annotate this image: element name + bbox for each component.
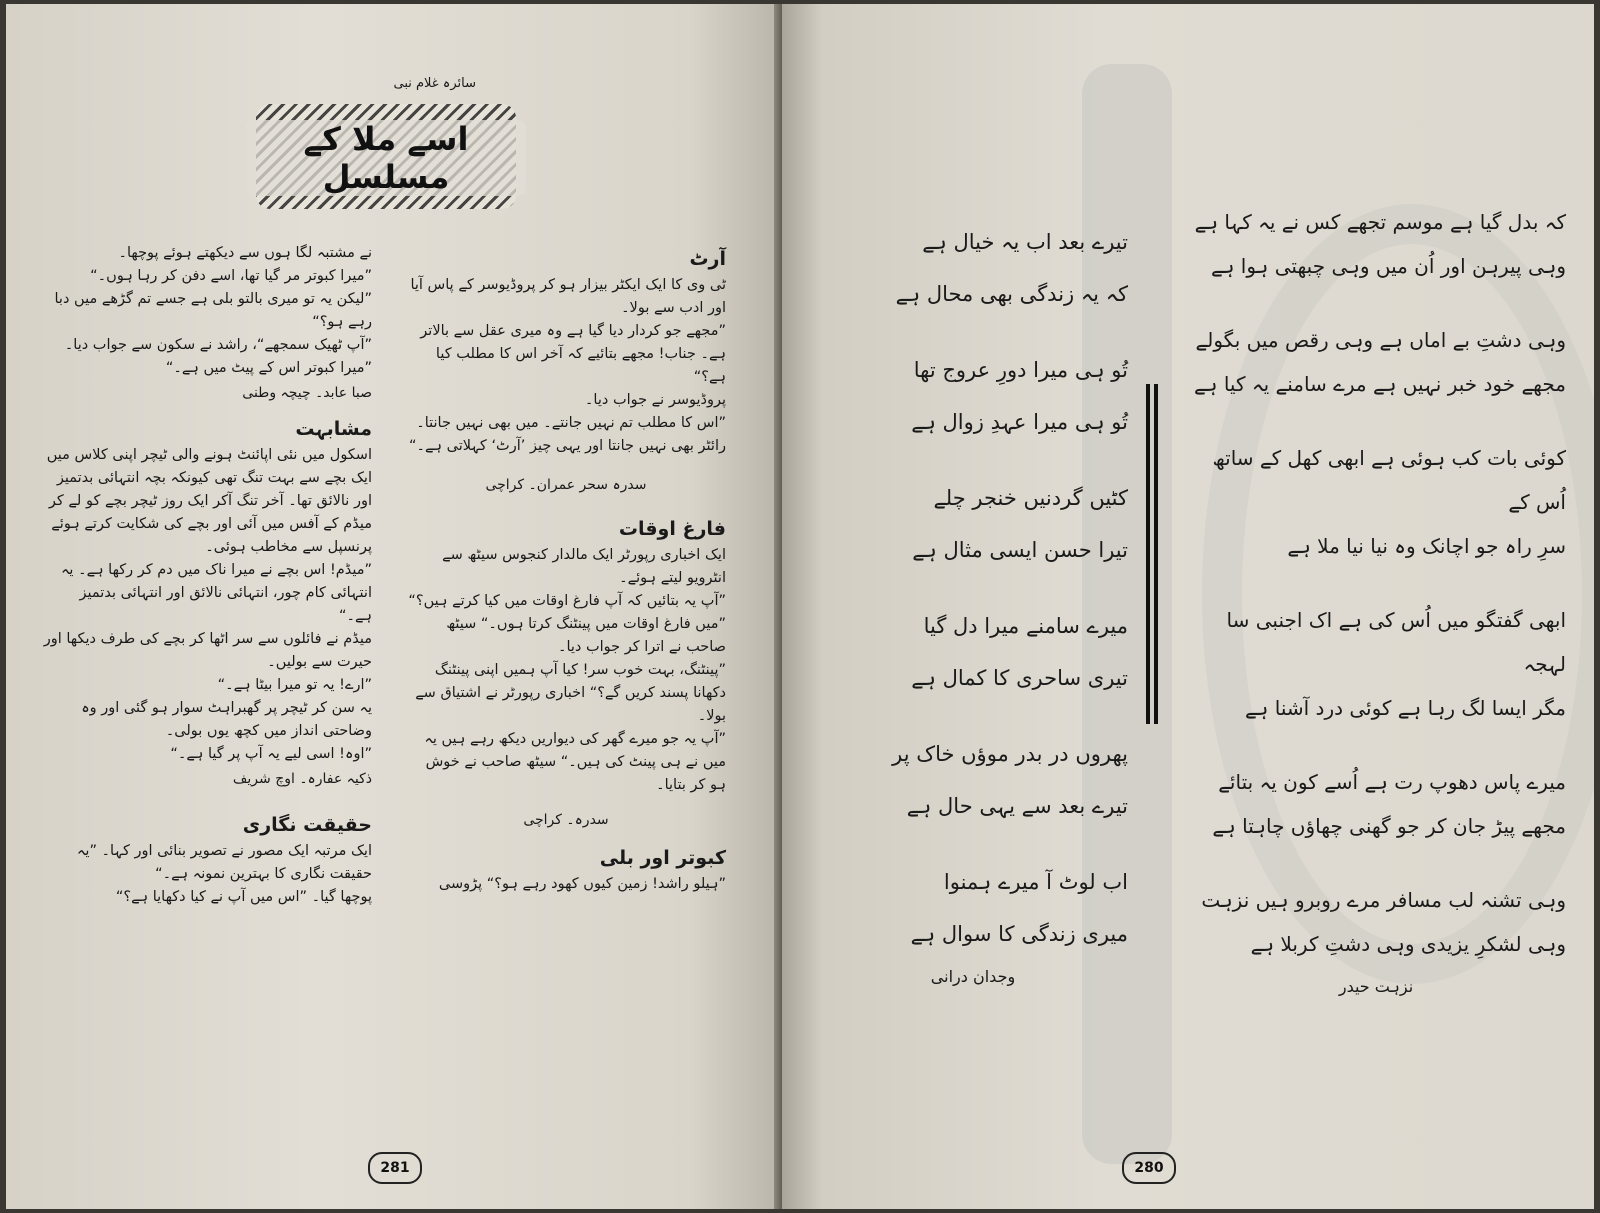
section-heading: مشابہت xyxy=(295,418,372,440)
section-heading: فارغ اوقات xyxy=(618,518,726,540)
text-block: ایک اخباری رپورٹر ایک مالدار کنجوس سیٹھ سے انٹرویو لیتے ہوئے۔ xyxy=(442,547,726,586)
poem-line: کوئی بات کب ہوئی ہے ابھی کھل کے ساتھ اُس کے xyxy=(1212,446,1566,514)
text-block: ”آپ یہ جو میرے گھر کی دیواریں دیکھ رہے ہیں یہ میں نے ہی پینٹ کی ہیں۔“ سیٹھ صاحب نے خوش ہو کر بتایا۔ xyxy=(424,731,726,793)
section-heading: حقیقت نگاری xyxy=(242,814,372,836)
column-divider xyxy=(1146,384,1150,724)
section-heading: کبوتر اور بلی xyxy=(599,847,726,869)
page-281 xyxy=(6,4,782,1209)
text-block: ”میرا کبوتر مر گیا تھا، اسے دفن کر رہا ہوں۔“ xyxy=(90,268,372,284)
poem-line: تیری ساحری کا کمال ہے xyxy=(911,666,1128,690)
text-block: ”ہیلو راشد! زمین کیوں کھود رہے ہو؟“ پڑوسی xyxy=(438,876,726,892)
poem-line: وہی دشتِ بے اماں ہے وہی رقص میں بگولے xyxy=(1195,328,1566,352)
book-spread xyxy=(6,4,1594,1209)
text-block: یہ سن کر ٹیچر پر گھبراہٹ سوار ہو گئی اور وہ وضاحتی انداز میں کچھ یوں بولی۔ xyxy=(81,700,372,739)
poem-wajdan-durrani xyxy=(818,216,1128,990)
text-block: ”آپ ٹھیک سمجھے“، راشد نے سکون سے جواب دیا۔ ”میرا کبوتر اس کے پیٹ میں ہے۔“ xyxy=(64,337,372,376)
poem-line: میرے پاس دھوپ رت ہے اُسے کون یہ بتائے xyxy=(1218,770,1566,794)
poem-line: تُو ہی میرا عہدِ زوال ہے xyxy=(911,410,1128,434)
contributor-credit: ذکیہ عفارہ۔ اوچ شریف xyxy=(232,771,372,787)
story-title: اسے ملا کے مسلسل xyxy=(246,120,526,196)
story-title-block xyxy=(246,76,536,221)
poem-line: سرِ راہ جو اچانک وہ نیا نیا ملا ہے xyxy=(1287,534,1566,558)
poem-line: مجھے پیڑ جان کر جو گھنی چھاؤں چاہتا ہے xyxy=(1212,814,1566,838)
text-block: ”میڈم! اس بچے نے میرا ناک میں دم کر رکھا ہے۔ یہ انتہائی کام چور، انتہائی نالائق اور انتہائی بدتمیز ہے۔“ xyxy=(60,562,372,624)
text-block: نے مشتبہ لگا ہوں سے دیکھتے ہوئے پوچھا۔ xyxy=(118,245,372,261)
text-block: پوچھا گیا۔ ”اس میں آپ نے کیا دکھایا ہے؟“ xyxy=(115,889,372,905)
text-block: ”لیکن یہ تو میری بالتو بلی ہے جسے تم گڑھے میں دبا رہے ہو؟“ xyxy=(54,291,372,330)
jokes-column-right xyxy=(406,244,726,896)
poem-line: اب لوٹ آ میرے ہمنوا xyxy=(943,870,1128,894)
page-number: 280 xyxy=(1122,1152,1176,1184)
page-280 xyxy=(782,4,1594,1209)
contributor-credit: سدرہ۔ کراچی xyxy=(523,812,609,828)
contributor-credit: صبا عابد۔ چیچہ وطنی xyxy=(242,385,372,401)
text-block: ”اوہ! اسی لیے یہ آپ پر گیا ہے۔“ xyxy=(170,746,372,762)
text-block: ”آپ یہ بتائیں کہ آپ فارغ اوقات میں کیا کرتے ہیں؟“ xyxy=(408,593,726,609)
poem-line: میری زندگی کا سوال ہے xyxy=(910,922,1128,946)
poem-line: وہی تشنہ لب مسافر مرے روبرو ہیں نزہت xyxy=(1201,888,1566,912)
text-block: ”میں فارغ اوقات میں پینٹنگ کرتا ہوں۔“ سیٹھ صاحب نے اترا کر جواب دیا۔ xyxy=(446,616,726,655)
poem-line: مگر ایسا لگ رہا ہے کوئی درد آشنا ہے xyxy=(1244,696,1566,720)
text-block: ”اس کا مطلب تم نہیں جانتے۔ میں بھی نہیں جانتا۔ رائٹر بھی نہیں جانتا اور یہی چیز ’آرٹ‘ کہلاتی ہے۔“ xyxy=(409,415,726,454)
poem-line: تیرے بعد سے یہی حال ہے xyxy=(906,794,1128,818)
poem-line: تیرا حسن ایسی مثال ہے xyxy=(912,538,1128,562)
title-author: سائرہ غلام نبی xyxy=(393,76,476,91)
jokes-column-left xyxy=(42,242,372,909)
poem-line: وہی پیرہن اور اُن میں وہی چبھتی ہوا ہے xyxy=(1211,254,1566,278)
column-divider xyxy=(1154,384,1158,724)
poem-line: مجھے خود خبر نہیں ہے مرے سامنے یہ کیا ہے xyxy=(1194,372,1566,396)
poem-line: کہ یہ زندگی بھی محال ہے xyxy=(895,282,1128,306)
text-block: پروڈیوسر نے جواب دیا۔ xyxy=(584,392,726,408)
contributor-credit: سدرہ سحر عمران۔ کراچی xyxy=(485,477,647,493)
text-block: ٹی وی کا ایک ایکٹر بیزار ہو کر پروڈیوسر کے پاس آیا اور ادب سے بولا۔ xyxy=(410,277,726,316)
section-heading: آرٹ xyxy=(689,248,726,270)
poem-line: تیرے بعد اب یہ خیال ہے xyxy=(922,230,1128,254)
text-block: ”ارے! یہ تو میرا بیٹا ہے۔“ xyxy=(217,677,372,693)
text-block: اسکول میں نئی اپائنٹ ہونے والی ٹیچر اپنی کلاس میں ایک بچے سے بہت تنگ تھی کیونکہ بچہ انتہائی بدتمیز اور نالائق تھا۔ آخر تنگ آکر ایک روز ٹیچر بچے کو لے کر میڈم کے آفس میں آئی اور بچے کی شکایت کرتے ہوئے پرنسپل سے مخاطب ہوئی۔ xyxy=(46,447,372,555)
poem-line: کہ بدل گیا ہے موسم تجھے کس نے یہ کہا ہے xyxy=(1194,210,1566,234)
text-block: ”پینٹنگ، بہت خوب سر! کیا آپ ہمیں اپنی پینٹنگ دکھانا پسند کریں گے؟“ اخباری رپورٹر نے اشتیاق سے بولا۔ xyxy=(415,662,726,724)
text-block: ”مجھے جو کردار دیا گیا ہے وہ میری عقل سے بالاتر ہے۔ جناب! مجھے بتائیے کہ آخر اس کا مطلب کیا ہے؟“ xyxy=(420,323,726,385)
poem-line: تُو ہی میرا دورِ عروج تھا xyxy=(913,358,1128,382)
poem-line: میرے سامنے میرا دل گیا xyxy=(923,614,1128,638)
text-block: ایک مرتبہ ایک مصور نے تصویر بنائی اور کہا۔ ”یہ حقیقت نگاری کا بہترین نمونہ ہے۔“ xyxy=(76,843,372,882)
text-block: میڈم نے فائلوں سے سر اٹھا کر بچے کی طرف دیکھا اور حیرت سے بولیں۔ xyxy=(43,631,372,670)
poem-line: پھروں در بدر موؤں خاک پر xyxy=(892,742,1128,766)
poem-nuzhat-haider xyxy=(1186,200,1566,1000)
poem-line: کٹیں گردنیں خنجر چلے xyxy=(933,486,1128,510)
page-number: 281 xyxy=(368,1152,422,1184)
poet-credit: نزہت حیدر xyxy=(1338,977,1414,996)
poem-line: وہی لشکرِ یزیدی وہی دشتِ کربلا ہے xyxy=(1250,932,1566,956)
poet-credit: وجدان درانی xyxy=(930,967,1016,986)
poem-line: ابھی گفتگو میں اُس کی ہے اک اجنبی سا لہجہ xyxy=(1226,608,1566,676)
